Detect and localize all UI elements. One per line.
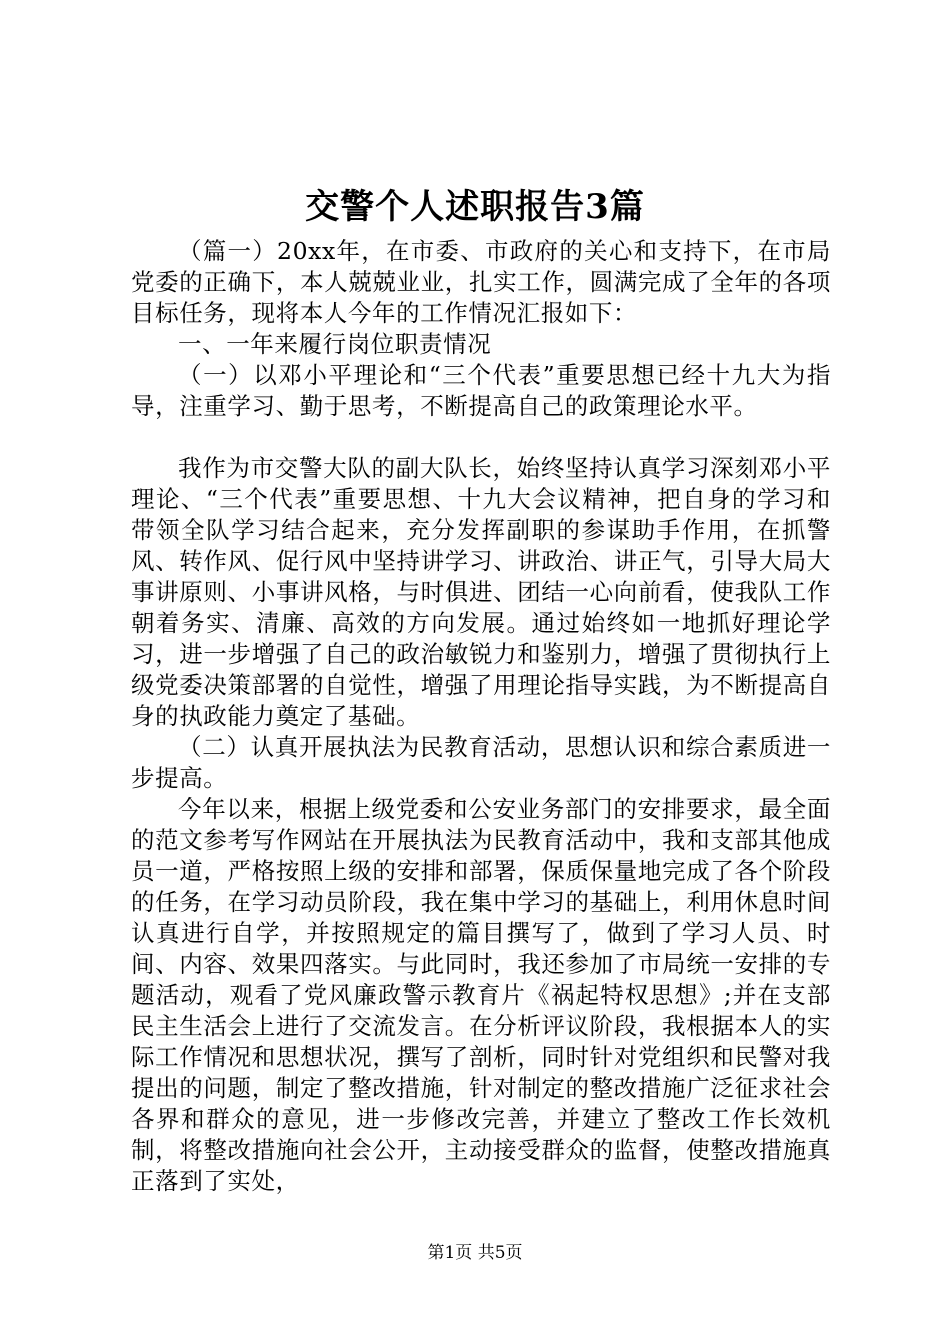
paragraph-education: 今年以来，根据上级党委和公安业务部门的安排要求，最全面的范文参考写作网站在开展执法为民教育活动中，我和支部其他成员一道，严格按照上级的安排和部署，保质保量地完成了各个阶段的任务，在学习动员阶段，我在集中学习的基础上，利用休息时间认真进行自学，并按照规定的篇目撰写了，做到了学习人员、时间、内容、效果四落实。与此同时，我还参加了市局统一安排的专题活动，观看了党风廉政警示教育片《祸起特权思想》;并在支部民主生活会上进行了交流发言。在分析评议阶段，我根据本人的实际工作情况和思想状况，撰写了剖析，同时针对党组织和民警对我提出的问题，制定了整改措施，针对制定的整改措施广泛征求社会各界和群众的意见，进一步修改完善，并建立了整改工作长效机制，将整改措施向社会公开，主动接受群众的监督，使整改措施真正落到了实处， bbox=[131, 795, 831, 1195]
subsection-heading-1: （一）以邓小平理论和“三个代表”重要思想已经十九大为指导，注重学习、勤于思考，不断提高自己的政策理论水平。 bbox=[131, 361, 831, 420]
paragraph-study: 我作为市交警大队的副大队长，始终坚持认真学习深刻邓小平理论、“三个代表”重要思想、十九大会议精神，把自身的学习和带领全队学习结合起来，充分发挥副职的参谋助手作用，在抓警风、转作风、促行风中坚持讲学习、讲政治、讲正气，引导大局大事讲原则、小事讲风格，与时俱进、团结一心向前看，使我队工作朝着务实、清廉、高效的方向发展。通过始终如一地抓好理论学习，进一步增强了自己的政治敏锐力和鉴别力，增强了贯彻执行上级党委决策部署的自觉性，增强了用理论指导实践，为不断提高自身的执政能力奠定了基础。 bbox=[131, 454, 831, 730]
paragraph-intro: （篇一）20xx年，在市委、市政府的关心和支持下，在市局党委的正确下，本人兢兢业业，扎实工作，圆满完成了全年的各项目标任务，现将本人今年的工作情况汇报如下： bbox=[131, 237, 831, 327]
subsection-heading-2: （二）认真开展执法为民教育活动，思想认识和综合素质进一步提高。 bbox=[131, 733, 831, 792]
document-body bbox=[131, 236, 831, 1197]
section-heading-1: 一、一年来履行岗位职责情况 bbox=[178, 330, 492, 358]
page-number-footer: 第1页 共5页 bbox=[427, 1243, 523, 1263]
document-title: 交警个人述职报告3篇 bbox=[305, 187, 645, 227]
